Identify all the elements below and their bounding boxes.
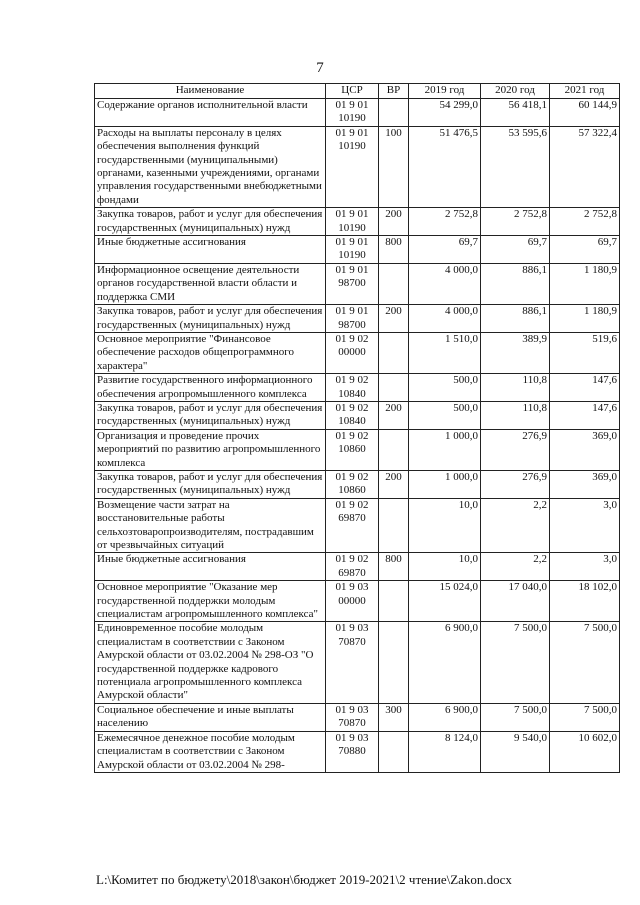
header-name: Наименование	[95, 84, 326, 99]
row-2019: 500,0	[409, 374, 481, 402]
row-2021: 3,0	[550, 553, 620, 581]
row-2020: 7 500,0	[481, 622, 550, 703]
table-header-row	[95, 84, 620, 99]
row-name: Расходы на выплаты персоналу в целях обеспечения выполнения функций государственными (муниципальными) органами, казенными учреждениями, органами управления государственными внебюджетными фондами	[95, 126, 326, 207]
row-vr	[379, 332, 409, 373]
row-vr: 800	[379, 236, 409, 264]
page-number: 7	[316, 60, 324, 76]
row-csr: 01 9 01 10190	[326, 208, 379, 236]
row-2021: 1 180,9	[550, 305, 620, 333]
row-name: Содержание органов исполнительной власти	[95, 99, 326, 127]
row-2021: 60 144,9	[550, 99, 620, 127]
row-vr	[379, 374, 409, 402]
row-vr: 200	[379, 305, 409, 333]
row-2020: 110,8	[481, 401, 550, 429]
row-2020: 389,9	[481, 332, 550, 373]
header-csr: ЦСР	[326, 84, 379, 99]
row-name: Иные бюджетные ассигнования	[95, 236, 326, 264]
row-name: Закупка товаров, работ и услуг для обеспечения государственных (муниципальных) нужд	[95, 305, 326, 333]
row-name: Организация и проведение прочих мероприятий по развитию агропромышленного комплекса	[95, 429, 326, 470]
row-2020: 7 500,0	[481, 703, 550, 731]
row-2021: 1 180,9	[550, 263, 620, 304]
row-2019: 54 299,0	[409, 99, 481, 127]
row-csr: 01 9 02 10840	[326, 374, 379, 402]
row-2021: 147,6	[550, 401, 620, 429]
table-row	[95, 126, 620, 207]
row-csr: 01 9 01 10190	[326, 126, 379, 207]
row-2020: 2 752,8	[481, 208, 550, 236]
row-vr: 300	[379, 703, 409, 731]
row-vr	[379, 581, 409, 622]
row-2019: 6 900,0	[409, 703, 481, 731]
header-2020: 2020 год	[481, 84, 550, 99]
row-name: Развитие государственного информационного обеспечения агропромышленного комплекса	[95, 374, 326, 402]
row-2019: 4 000,0	[409, 263, 481, 304]
row-vr	[379, 622, 409, 703]
table-row	[95, 263, 620, 304]
row-name: Социальное обеспечение и иные выплаты населению	[95, 703, 326, 731]
row-csr: 01 9 01 10190	[326, 99, 379, 127]
row-2019: 69,7	[409, 236, 481, 264]
row-csr: 01 9 02 69870	[326, 553, 379, 581]
row-2019: 10,0	[409, 498, 481, 553]
row-2019: 500,0	[409, 401, 481, 429]
row-2021: 369,0	[550, 429, 620, 470]
row-2019: 1 000,0	[409, 429, 481, 470]
row-2021: 2 752,8	[550, 208, 620, 236]
row-name: Возмещение части затрат на восстановительные работы сельхозтоваропроизводителям, пострадавшим от чрезвычайных ситуаций	[95, 498, 326, 553]
row-2021: 369,0	[550, 470, 620, 498]
row-csr: 01 9 02 00000	[326, 332, 379, 373]
table-row	[95, 731, 620, 772]
row-csr: 01 9 03 70870	[326, 622, 379, 703]
header-vr: ВР	[379, 84, 409, 99]
row-csr: 01 9 01 98700	[326, 263, 379, 304]
table-row	[95, 401, 620, 429]
table-row	[95, 581, 620, 622]
table-row	[95, 498, 620, 553]
row-2020: 53 595,6	[481, 126, 550, 207]
row-2019: 15 024,0	[409, 581, 481, 622]
row-vr	[379, 99, 409, 127]
table-row	[95, 470, 620, 498]
row-name: Основное мероприятие "Финансовое обеспечение расходов общепрограммного характера"	[95, 332, 326, 373]
table-row	[95, 374, 620, 402]
table-row	[95, 553, 620, 581]
document-path-footer: L:\Комитет по бюджету\2018\закон\бюджет 2019-2021\2 чтение\Zakon.docx	[96, 872, 512, 887]
table-row	[95, 622, 620, 703]
row-vr	[379, 498, 409, 553]
row-vr: 200	[379, 401, 409, 429]
row-vr: 200	[379, 208, 409, 236]
row-vr: 200	[379, 470, 409, 498]
row-csr: 01 9 02 10860	[326, 429, 379, 470]
table-row	[95, 305, 620, 333]
row-2019: 2 752,8	[409, 208, 481, 236]
row-2019: 1 000,0	[409, 470, 481, 498]
row-vr: 100	[379, 126, 409, 207]
budget-table	[94, 83, 620, 773]
row-csr: 01 9 01 98700	[326, 305, 379, 333]
row-csr: 01 9 01 10190	[326, 236, 379, 264]
row-2020: 276,9	[481, 429, 550, 470]
row-2020: 2,2	[481, 498, 550, 553]
row-2020: 886,1	[481, 263, 550, 304]
row-csr: 01 9 02 10860	[326, 470, 379, 498]
row-vr	[379, 731, 409, 772]
row-2019: 8 124,0	[409, 731, 481, 772]
row-2019: 10,0	[409, 553, 481, 581]
row-2020: 17 040,0	[481, 581, 550, 622]
row-2021: 3,0	[550, 498, 620, 553]
row-2021: 7 500,0	[550, 622, 620, 703]
row-2019: 51 476,5	[409, 126, 481, 207]
row-2021: 57 322,4	[550, 126, 620, 207]
row-vr	[379, 263, 409, 304]
row-2021: 519,6	[550, 332, 620, 373]
row-2021: 147,6	[550, 374, 620, 402]
row-2019: 6 900,0	[409, 622, 481, 703]
row-2021: 10 602,0	[550, 731, 620, 772]
row-name: Закупка товаров, работ и услуг для обеспечения государственных (муниципальных) нужд	[95, 401, 326, 429]
header-2021: 2021 год	[550, 84, 620, 99]
row-2020: 886,1	[481, 305, 550, 333]
table-row	[95, 208, 620, 236]
table-row	[95, 332, 620, 373]
row-2021: 18 102,0	[550, 581, 620, 622]
header-2019: 2019 год	[409, 84, 481, 99]
row-2019: 1 510,0	[409, 332, 481, 373]
row-csr: 01 9 02 69870	[326, 498, 379, 553]
row-name: Закупка товаров, работ и услуг для обеспечения государственных (муниципальных) нужд	[95, 470, 326, 498]
row-2021: 7 500,0	[550, 703, 620, 731]
table-row	[95, 99, 620, 127]
row-2020: 2,2	[481, 553, 550, 581]
row-2019: 4 000,0	[409, 305, 481, 333]
row-vr: 800	[379, 553, 409, 581]
row-vr	[379, 429, 409, 470]
row-2020: 9 540,0	[481, 731, 550, 772]
table-row	[95, 236, 620, 264]
row-2020: 276,9	[481, 470, 550, 498]
row-csr: 01 9 03 70870	[326, 703, 379, 731]
row-2020: 56 418,1	[481, 99, 550, 127]
table-row	[95, 429, 620, 470]
row-name: Единовременное пособие молодым специалистам в соответствии с Законом Амурской области от 03.02.2004 № 298-ОЗ "О государственной поддержке кадрового потенциала агропромышленного комплекса Амурской области"	[95, 622, 326, 703]
row-csr: 01 9 03 70880	[326, 731, 379, 772]
row-2020: 110,8	[481, 374, 550, 402]
row-2021: 69,7	[550, 236, 620, 264]
row-csr: 01 9 02 10840	[326, 401, 379, 429]
row-name: Ежемесячное денежное пособие молодым специалистам в соответствии с Законом Амурской области от 03.02.2004 № 298-	[95, 731, 326, 772]
row-name: Иные бюджетные ассигнования	[95, 553, 326, 581]
row-name: Основное мероприятие "Оказание мер государственной поддержки молодым специалистам агропромышленного комплекса"	[95, 581, 326, 622]
row-csr: 01 9 03 00000	[326, 581, 379, 622]
row-name: Закупка товаров, работ и услуг для обеспечения государственных (муниципальных) нужд	[95, 208, 326, 236]
table-row	[95, 703, 620, 731]
row-name: Информационное освещение деятельности органов государственной власти области и поддержка СМИ	[95, 263, 326, 304]
row-2020: 69,7	[481, 236, 550, 264]
